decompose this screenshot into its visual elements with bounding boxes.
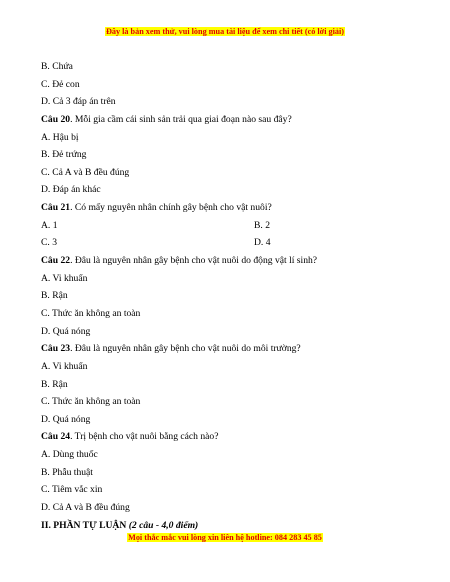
option-line: A. Vi khuẩn [41,360,88,372]
question-23 [41,340,421,358]
option-line: D. Quá nóng [41,413,91,425]
section-heading [41,517,421,535]
question-20 [41,111,421,129]
question-text: . Có mấy nguyên nhân chính gây bệnh cho vật nuôi? [70,202,272,214]
option-line: D. Cả A và B đều đúng [41,502,130,514]
option-line: B. Rận [41,290,68,302]
option-line: C. Cả A và B đều đúng [41,166,130,178]
question-number: Câu 22 [41,255,71,267]
document-body [41,58,421,534]
question-24 [41,428,421,446]
question-number: Câu 24 [41,431,71,443]
option-line: C. Đẻ con [41,78,80,90]
option-line: B. Rận [41,378,68,390]
option-d: D. 4 [254,237,271,249]
hotline-text: Mọi thắc mắc vui lòng xin liên hệ hotline: 084 283 45 85 [128,533,322,542]
option-line: A. Hậu bị [41,131,79,143]
option-line: D. Đáp án khác [41,184,101,196]
option-line: B. Phẫu thuật [41,466,93,478]
question-text: . Mỗi gia cầm cái sinh sản trải qua giai đoạn nào sau đây? [70,113,292,125]
option-line: D. Quá nóng [41,325,91,337]
option-line: A. Dùng thuốc [41,449,98,461]
question-number: Câu 23 [41,343,71,355]
section-title: II. PHẦN TỰ LUẬN [41,519,127,531]
preview-notice-banner [0,27,450,36]
option-line: B. Đẻ trứng [41,149,87,161]
option-line: C. Thức ăn không an toàn [41,307,141,319]
hotline-banner [0,533,450,542]
question-22 [41,252,421,270]
option-c: C. 3 [41,237,57,249]
question-number: Câu 20 [41,113,71,125]
option-row [41,234,421,252]
option-line: D. Cả 3 đáp án trên [41,96,116,108]
question-number: Câu 21 [41,202,71,214]
option-line: C. Thức ăn không an toàn [41,396,141,408]
section-note: (2 câu - 4,0 điểm) [128,519,199,531]
option-a: A. 1 [41,219,58,231]
option-b: B. 2 [254,219,270,231]
question-text: . Đâu là nguyên nhân gây bệnh cho vật nuôi do động vật lí sinh? [70,255,318,267]
option-line: B. Chứa [41,61,73,72]
question-text: . Đâu là nguyên nhân gây bệnh cho vật nuôi do môi trường? [70,343,301,355]
preview-notice-text: Đây là bản xem thử, vui lòng mua tài liệu để xem chi tiết (có lời giải) [105,27,344,36]
question-21 [41,199,421,217]
option-line: A. Vi khuẩn [41,272,88,284]
option-line: C. Tiêm vắc xin [41,484,103,496]
question-text: . Trị bệnh cho vật nuôi bằng cách nào? [70,431,219,443]
option-row [41,217,421,235]
